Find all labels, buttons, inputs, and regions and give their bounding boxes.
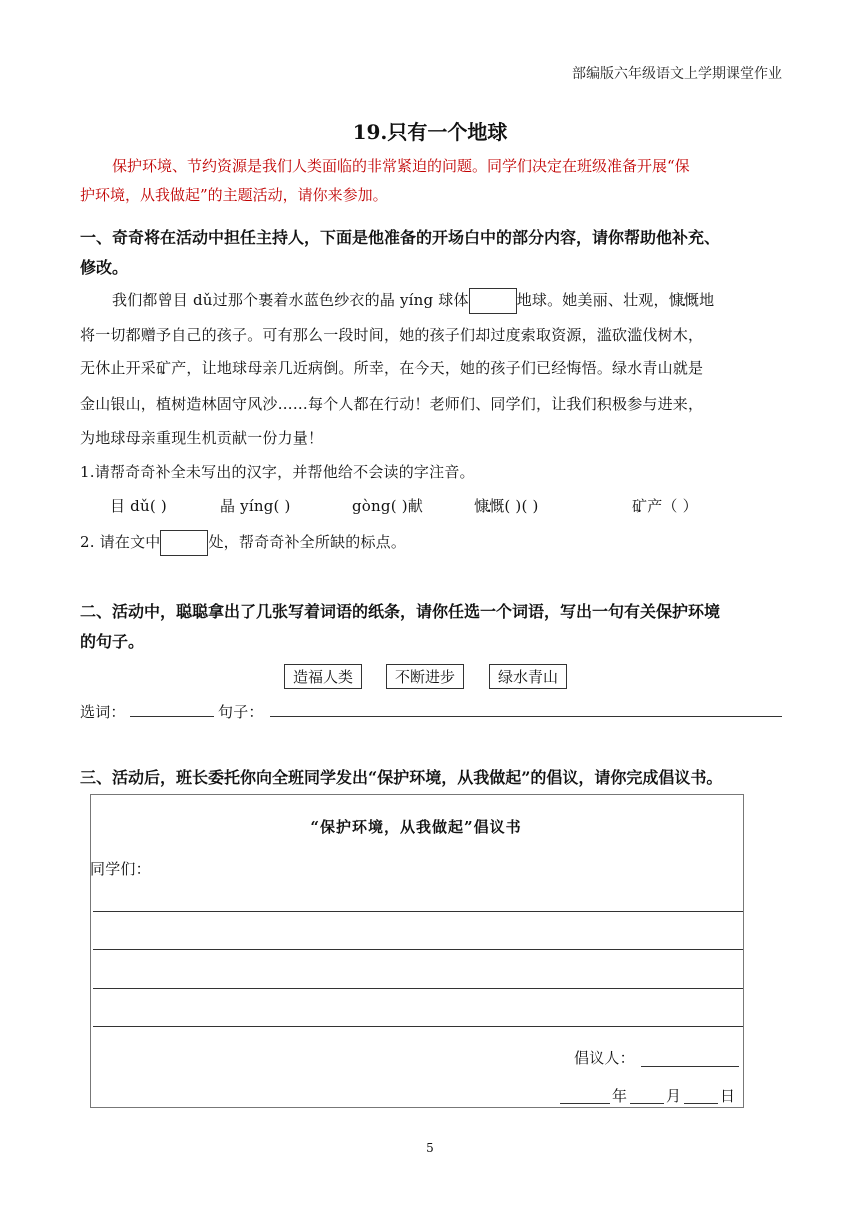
pinyin-blank: ( )( ) xyxy=(504,497,539,515)
writing-line[interactable] xyxy=(93,1026,743,1027)
section1-heading-line1: 一、奇奇将在活动中担任主持人，下面是他准备的开场白中的部分内容，请你帮助他补充、 xyxy=(80,228,721,247)
day-field[interactable] xyxy=(684,1103,718,1104)
word-option-2[interactable]: 不断进步 xyxy=(386,664,464,689)
section3-heading: 三、活动后，班长委托你向全班同学发出“保护环境，从我做起”的倡议，请你完成倡议书。 xyxy=(80,768,723,787)
selected-word-label: 选词： xyxy=(80,703,126,721)
q1-item-a[interactable]: 目 dǔ( ) xyxy=(110,497,167,515)
proposal-title: “保护环境，从我做起”倡议书 xyxy=(310,818,522,836)
signer-field[interactable] xyxy=(641,1066,739,1067)
passage-line-2: 将一切都赠予自己的孩子。可有那么一段时间，她的孩子们却过度索取资源，滥砍滥伐树木， xyxy=(80,326,704,344)
passage-text: 无休止开采 xyxy=(80,359,157,377)
dotted-char: 矿 xyxy=(632,497,648,515)
q2-text: 2. 请在文中 xyxy=(80,533,161,551)
page-number: 5 xyxy=(426,1141,434,1155)
section2-heading-line1: 二、活动中，聪聪拿出了几张写着词语的纸条，请你任选一个词语，写出一句有关保护环境 xyxy=(80,602,721,621)
question-2 xyxy=(80,527,406,557)
page-title: 19.只有一个地球 xyxy=(352,120,508,144)
dotted-char: 矿 xyxy=(156,359,172,377)
dotted-word: 慷慨 xyxy=(668,291,700,309)
passage-text: 地 xyxy=(699,291,715,309)
sentence-field[interactable] xyxy=(270,716,782,717)
punctuation-blank[interactable] xyxy=(469,288,517,314)
year-label: 年 xyxy=(612,1087,628,1105)
passage-line-4: 金山银山，植树造林固守风沙……每个人都在行动！老师们、同学们，让我们积极参与进来， xyxy=(80,395,704,413)
section1-heading-line2: 修改。 xyxy=(80,258,129,277)
passage-text: 我们都曾目 dǔ过那个裹着水蓝色纱衣的晶 yíng 球体 xyxy=(112,291,469,309)
q2-text: 处，帮奇奇补全所缺的标点。 xyxy=(208,533,407,551)
punctuation-blank-ref xyxy=(160,530,208,556)
month-field[interactable] xyxy=(630,1103,664,1104)
writing-line[interactable] xyxy=(93,988,743,989)
passage-line-1 xyxy=(112,285,714,315)
writing-line[interactable] xyxy=(93,949,743,950)
pinyin-blank: 产（ ） xyxy=(647,497,698,515)
question-1: 1.请帮奇奇补全未写出的汉字，并帮他给不会读的字注音。 xyxy=(80,463,475,481)
course-header: 部编版六年级语文上学期课堂作业 xyxy=(572,66,782,82)
q1-item-e[interactable] xyxy=(632,491,698,521)
writing-line[interactable] xyxy=(93,911,743,912)
q1-item-c[interactable]: gòng( )献 xyxy=(352,497,423,515)
q1-item-b[interactable]: 晶 yíng( ) xyxy=(220,497,291,515)
word-option-3[interactable]: 绿水青山 xyxy=(489,664,567,689)
intro-line-1: 保护环境、节约资源是我们人类面临的非常紧迫的问题。同学们决定在班级准备开展“保 xyxy=(112,157,690,175)
proposal-greeting: 同学们： xyxy=(90,860,151,878)
passage-line-3 xyxy=(80,353,703,383)
intro-line-2: 护环境，从我做起”的主题活动，请你来参加。 xyxy=(80,186,388,204)
signer-label: 倡议人： xyxy=(574,1049,635,1067)
year-field[interactable] xyxy=(560,1103,610,1104)
passage-line-5: 为地球母亲重现生机贡献一份力量！ xyxy=(80,429,324,447)
dotted-word: 慷慨 xyxy=(474,497,505,515)
selected-word-field[interactable] xyxy=(130,716,214,717)
passage-text: 地球。她美丽、壮观， xyxy=(516,291,669,309)
q1-item-d[interactable] xyxy=(474,491,539,521)
day-label: 日 xyxy=(720,1087,736,1105)
section2-heading-line2: 的句子。 xyxy=(80,632,145,651)
word-option-1[interactable]: 造福人类 xyxy=(284,664,362,689)
proposal-box xyxy=(90,794,744,1108)
month-label: 月 xyxy=(666,1087,682,1105)
sentence-label: 句子： xyxy=(218,703,264,721)
passage-text: 产，让地球母亲几近病倒。所幸，在今天，她的孩子们已经悔悟。绿水青山就是 xyxy=(171,359,704,377)
